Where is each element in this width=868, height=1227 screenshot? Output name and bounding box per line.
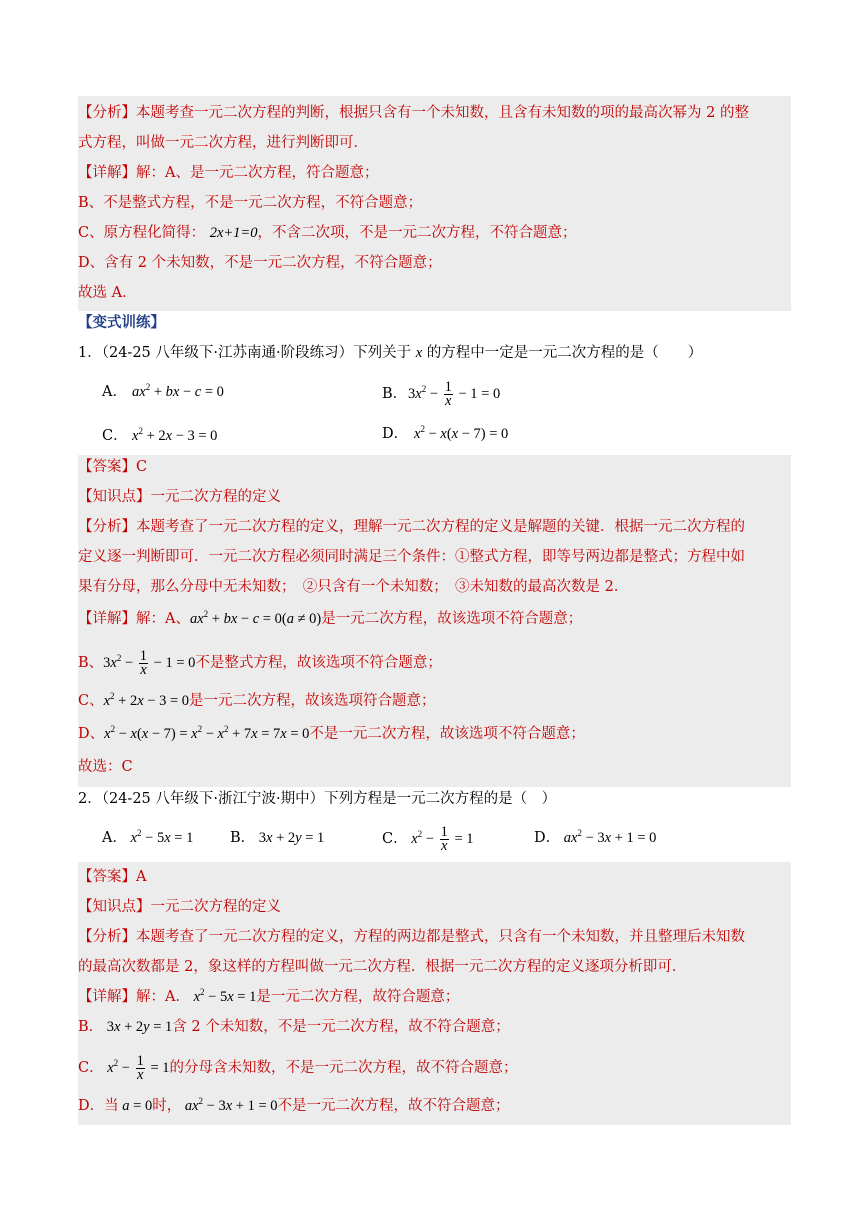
q2-detail-d-cond: a = 0 bbox=[118, 1098, 153, 1114]
block1-analysis-line2: 式方程，叫做一元二次方程，进行判断即可． bbox=[78, 135, 368, 151]
q1-analysis-line1: 【分析】本题考查了一元二次方程的定义，理解一元二次方程的定义是解题的关键．根据一元二次方程的 bbox=[78, 519, 745, 535]
q1-option-b-expr: $3x^2$ − $\frac{1}{x}$ − 1 = 0 bbox=[408, 379, 501, 409]
q2-detail-a-expr: $x^2 - 5x = 1$ bbox=[189, 987, 257, 1005]
q2-detail-d-expr: $ax^2 - 3x + 1 = 0$ bbox=[181, 1096, 278, 1114]
block1-detail-d: D、含有 2 个未知数，不是一元二次方程，不符合题意； bbox=[78, 255, 442, 271]
q1-detail-d-expr: $x^2 - x(x - 7) = x^2 - x^2 + 7x = 7x = 0$ bbox=[104, 724, 310, 742]
block1-detail-a: 【详解】解：A、是一元二次方程，符合题意； bbox=[78, 165, 379, 181]
block1-detail-c: C、原方程化简得： 2x+1=0，不含二次项，不是一元二次方程，不符合题意； bbox=[78, 225, 577, 241]
q2-detail-a: 【详解】解：A． $x^2 - 5x = 1$是一元二次方程，故符合题意； bbox=[78, 987, 460, 1005]
q1-detail-b: B、$3x^2$ − $\frac{1}{x}$ − 1 = 0不是整式方程，故该选项不符合题意； bbox=[78, 648, 442, 678]
q1-analysis-line2: 定义逐一判断即可．一元二次方程必须同时满足三个条件：①整式方程，即等号两边都是整式；方程中如 bbox=[78, 549, 745, 565]
q1-conclusion: 故选：C bbox=[78, 759, 133, 775]
q1-option-d-expr: $x^2 - x(x - 7) = 0$ bbox=[414, 424, 509, 442]
equation-2x-plus-1: 2x+1=0 bbox=[209, 225, 258, 241]
q2-option-a: A． $x^2 - 5x = 1$ bbox=[102, 828, 194, 846]
q2-knowledge: 【知识点】一元二次方程的定义 bbox=[78, 899, 281, 915]
q2-option-c: C． $x^2$ − $\frac{1}{x}$ = 1 bbox=[382, 824, 474, 854]
q1-detail-c: C、$x^2 + 2x - 3 = 0$是一元二次方程，故该选项符合题意； bbox=[78, 691, 436, 709]
q2-detail-b-expr: 3x + 2y = 1 bbox=[106, 1019, 173, 1035]
q1-stem: 1．（24-25 八年级下·江苏南通·阶段练习）下列关于 x 的方程中一定是一元二次方程的是（ ） bbox=[78, 345, 703, 361]
q2-detail-d: D．当 a = 0时， $ax^2 - 3x + 1 = 0$不是一元二次方程，故不符合题意； bbox=[78, 1096, 510, 1114]
q1-answer: 【答案】C bbox=[78, 459, 148, 475]
q2-option-d: D． $ax^2 - 3x + 1 = 0$ bbox=[534, 828, 657, 846]
q2-stem: 2．（24-25 八年级下·浙江宁波·期中）下列方程是一元二次方程的是（ ） bbox=[78, 791, 557, 807]
q2-answer: 【答案】A bbox=[78, 869, 147, 885]
q1-option-b: B．$3x^2$ − $\frac{1}{x}$ − 1 = 0 bbox=[382, 379, 501, 409]
q1-option-a: A． $ax^2$ + bx − c = 0 bbox=[102, 382, 224, 400]
q2-analysis-line1: 【分析】本题考查了一元二次方程的定义，方程的两边都是整式，只含有一个未知数，并且整理后未知数 bbox=[78, 929, 745, 945]
block1-conclusion: 故选 A． bbox=[78, 285, 137, 301]
q2-detail-b: B． 3x + 2y = 1含 2 个未知数，不是一元二次方程，故不符合题意； bbox=[78, 1019, 510, 1035]
q2-detail-c: C． $x^2$ − $\frac{1}{x}$ = 1的分母含未知数，不是一元二次方程，故不符合题意； bbox=[78, 1053, 518, 1083]
q2-option-a-expr: $x^2 - 5x = 1$ bbox=[126, 828, 194, 846]
q1-detail-c-expr: $x^2 + 2x - 3 = 0$ bbox=[103, 691, 190, 709]
q1-detail-d: D、$x^2 - x(x - 7) = x^2 - x^2 + 7x = 7x = 0$不是一元二次方程，故该选项不符合题意； bbox=[78, 724, 585, 742]
q1-option-c-expr: $x^2 + 2x - 3 = 0$ bbox=[132, 426, 218, 444]
q1-detail-a: 【详解】解：A、$ax^2$ + bx − c = 0(a ≠ 0)是一元二次方程，故该选项不符合题意； bbox=[78, 609, 583, 627]
q2-option-d-expr: $ax^2 - 3x + 1 = 0$ bbox=[560, 828, 657, 846]
q2-option-c-expr: $x^2$ − $\frac{1}{x}$ = 1 bbox=[407, 824, 474, 854]
q1-option-d: D． $x^2 - x(x - 7) = 0$ bbox=[382, 424, 509, 442]
section-title: 【变式训练】 bbox=[78, 314, 165, 331]
q1-option-a-expr: $ax^2$ + bx − c = 0 bbox=[132, 382, 224, 400]
q1-knowledge: 【知识点】一元二次方程的定义 bbox=[78, 489, 281, 505]
q2-option-b: B． 3x + 2y = 1 bbox=[230, 830, 325, 846]
q1-analysis-line3: 果有分母，那么分母中无未知数； ②只含有一个未知数； ③未知数的最高次数是 2． bbox=[78, 579, 629, 595]
q1-detail-a-expr: $ax^2$ + bx − c = 0(a ≠ 0) bbox=[189, 609, 322, 627]
q2-option-b-expr: 3x + 2y = 1 bbox=[258, 830, 325, 846]
block1-detail-b: B、不是整式方程，不是一元二次方程，不符合题意； bbox=[78, 195, 423, 211]
q2-detail-c-expr: $x^2$ − $\frac{1}{x}$ = 1 bbox=[103, 1053, 170, 1083]
q2-analysis-line2: 的最高次数都是 2，象这样的方程叫做一元二次方程．根据一元二次方程的定义逐项分析即可． bbox=[78, 959, 687, 975]
block1-analysis-line1: 【分析】本题考查一元二次方程的判断，根据只含有一个未知数，且含有未知数的项的最高次幂为 2 的整 bbox=[78, 105, 749, 121]
q1-detail-b-expr: $3x^2$ − $\frac{1}{x}$ − 1 = 0 bbox=[103, 648, 196, 678]
q1-option-c: C． $x^2 + 2x - 3 = 0$ bbox=[102, 426, 218, 444]
